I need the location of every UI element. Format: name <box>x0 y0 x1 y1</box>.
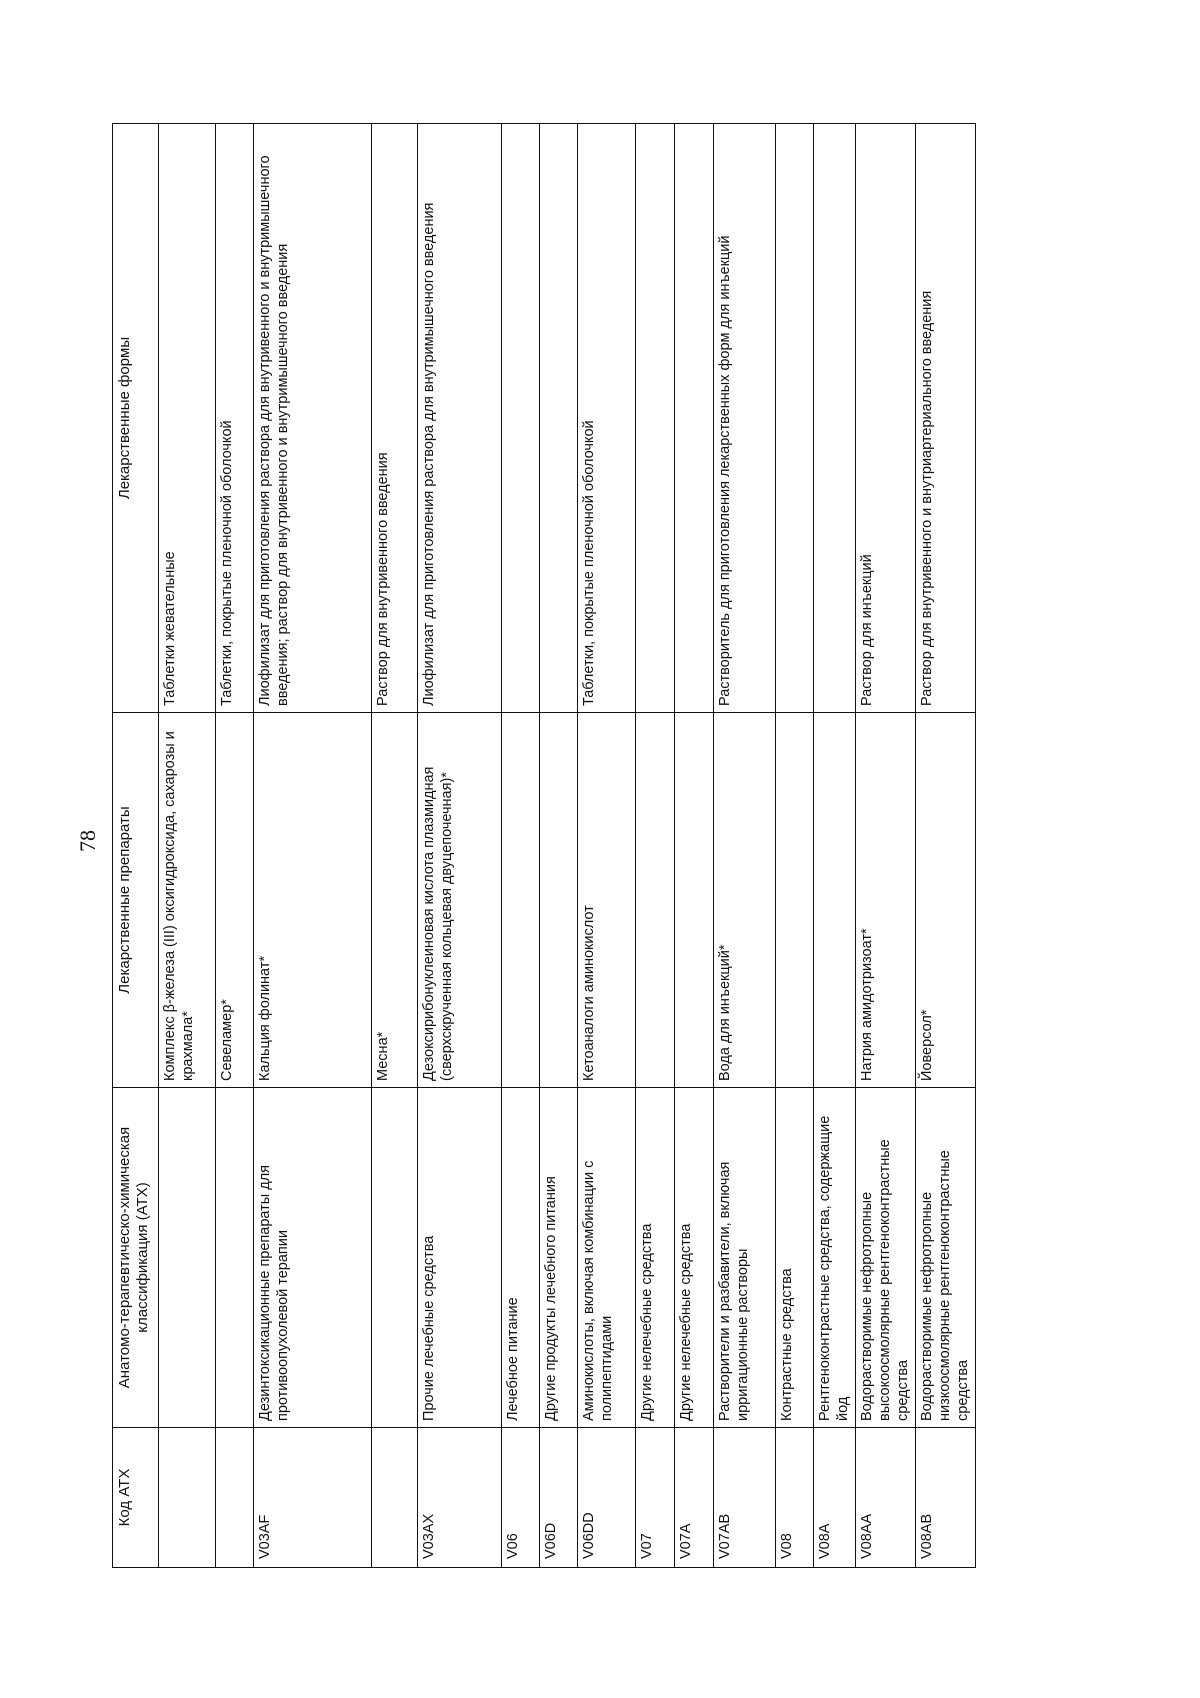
cell-form <box>540 124 578 713</box>
cell-form <box>502 124 540 713</box>
cell-code: V08 <box>776 1428 814 1568</box>
table-row <box>418 124 502 1568</box>
cell-form: Таблетки, покрытые пленочной оболочкой <box>216 124 254 713</box>
table-row <box>675 124 714 1568</box>
header-drugs: Лекарственные препараты <box>113 713 159 1088</box>
cell-form: Таблетки жевательные <box>159 124 216 713</box>
cell-code <box>216 1428 254 1568</box>
cell-classification: Дезинтоксикационные препараты для противоопухолевой терапии <box>254 1088 372 1428</box>
cell-code: V06DD <box>578 1428 636 1568</box>
cell-drug <box>636 713 675 1088</box>
cell-drug: Йоверсол* <box>916 713 976 1088</box>
cell-drug: Кальция фолинат* <box>254 713 372 1088</box>
cell-code: V07 <box>636 1428 675 1568</box>
cell-drug: Кетоаналоги аминокислот <box>578 713 636 1088</box>
table-row <box>159 124 216 1568</box>
cell-code: V08AA <box>856 1428 916 1568</box>
cell-classification: Водорастворимые нефротропные низкоосмолярные рентгеноконтрастные средства <box>916 1088 976 1428</box>
table-row <box>216 124 254 1568</box>
cell-code: V07A <box>675 1428 714 1568</box>
cell-drug <box>814 713 856 1088</box>
cell-classification: Прочие лечебные средства <box>418 1088 502 1428</box>
cell-form: Раствор для внутривенного введения <box>372 124 418 713</box>
cell-classification: Водорастворимые нефротропные высокоосмолярные рентгеноконтрастные средства <box>856 1088 916 1428</box>
atc-drug-table <box>112 123 976 1568</box>
cell-form: Растворитель для приготовления лекарственных форм для инъекций <box>714 124 776 713</box>
cell-code: V08A <box>814 1428 856 1568</box>
cell-code: V06 <box>502 1428 540 1568</box>
cell-classification: Другие нелечебные средства <box>636 1088 675 1428</box>
cell-form: Таблетки, покрытые пленочной оболочкой <box>578 124 636 713</box>
table-row <box>856 124 916 1568</box>
cell-drug <box>540 713 578 1088</box>
table-row <box>540 124 578 1568</box>
cell-code: V03AX <box>418 1428 502 1568</box>
cell-classification: Другие продукты лечебного питания <box>540 1088 578 1428</box>
cell-classification: Контрастные средства <box>776 1088 814 1428</box>
cell-code: V06D <box>540 1428 578 1568</box>
cell-drug: Дезоксирибонуклеиновая кислота плазмидная (сверхскрученная кольцевая двуцепочечная)* <box>418 713 502 1088</box>
cell-classification: Аминокислоты, включая комбинации с полипептидами <box>578 1088 636 1428</box>
cell-drug: Севеламер* <box>216 713 254 1088</box>
cell-form: Лиофилизат для приготовления раствора для внутривенного и внутримышечного введения; раствор для внутривенного и внутримышечного введения <box>254 124 372 713</box>
cell-classification: Рентгеноконтрастные средства, содержащие йод <box>814 1088 856 1428</box>
cell-classification <box>216 1088 254 1428</box>
cell-form: Раствор для инъекций <box>856 124 916 713</box>
table-row <box>578 124 636 1568</box>
table-row <box>502 124 540 1568</box>
cell-classification <box>159 1088 216 1428</box>
page-number: 78 <box>75 830 100 852</box>
cell-code <box>372 1428 418 1568</box>
cell-form: Лиофилизат для приготовления раствора для внутримышечного введения <box>418 124 502 713</box>
cell-form <box>776 124 814 713</box>
header-forms: Лекарственные формы <box>113 124 159 713</box>
cell-classification: Лечебное питание <box>502 1088 540 1428</box>
cell-drug <box>776 713 814 1088</box>
header-code: Код АТХ <box>113 1428 159 1568</box>
table-row <box>916 124 976 1568</box>
cell-code: V03AF <box>254 1428 372 1568</box>
cell-code: V07AB <box>714 1428 776 1568</box>
cell-form <box>636 124 675 713</box>
cell-form <box>675 124 714 713</box>
cell-classification <box>372 1088 418 1428</box>
table-row <box>776 124 814 1568</box>
cell-classification: Другие нелечебные средства <box>675 1088 714 1428</box>
table-header-row <box>113 124 159 1568</box>
cell-drug: Комплекс β-железа (III) оксигидроксида, сахарозы и крахмала* <box>159 713 216 1088</box>
cell-drug: Натрия амидотризоат* <box>856 713 916 1088</box>
table-row <box>636 124 675 1568</box>
cell-drug: Вода для инъекций* <box>714 713 776 1088</box>
cell-code <box>159 1428 216 1568</box>
table-row <box>714 124 776 1568</box>
cell-form: Раствор для внутривенного и внутриартериального введения <box>916 124 976 713</box>
header-classification: Анатомо-терапевтическо-химическая классификация (АТХ) <box>113 1088 159 1428</box>
cell-code: V08AB <box>916 1428 976 1568</box>
rotated-table-container <box>112 124 1064 1568</box>
cell-drug: Месна* <box>372 713 418 1088</box>
cell-drug <box>502 713 540 1088</box>
table-row <box>372 124 418 1568</box>
table-row <box>254 124 372 1568</box>
cell-drug <box>675 713 714 1088</box>
cell-classification: Растворители и разбавители, включая ирригационные растворы <box>714 1088 776 1428</box>
cell-form <box>814 124 856 713</box>
table-row <box>814 124 856 1568</box>
